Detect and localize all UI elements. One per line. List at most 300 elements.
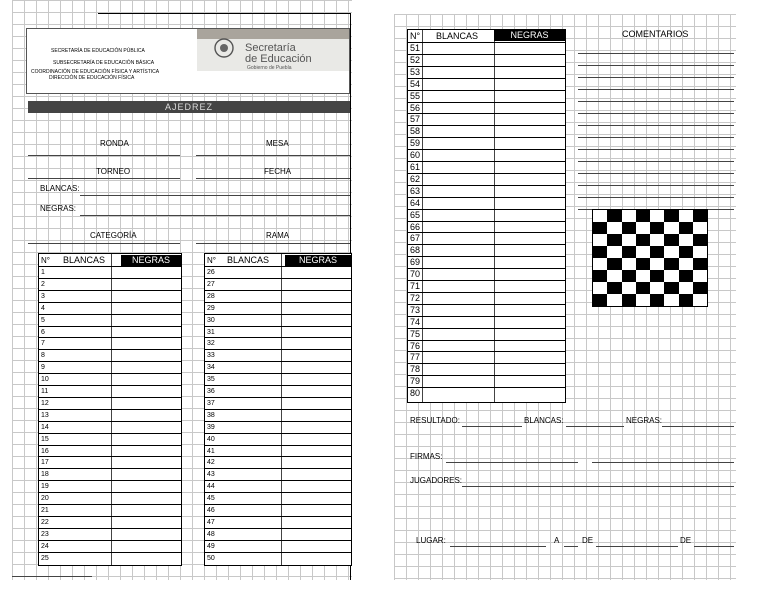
table-row[interactable]: [408, 197, 565, 198]
table-row[interactable]: [408, 387, 565, 388]
comment-line[interactable]: [578, 77, 734, 78]
move-number: 14: [41, 423, 49, 431]
board-square: [664, 294, 678, 306]
move-number: 31: [207, 328, 215, 336]
move-number: 62: [410, 173, 421, 184]
jugadores-label: JUGADORES:: [410, 476, 463, 485]
board-square: [650, 270, 664, 282]
blancas-field[interactable]: [80, 195, 350, 196]
anio-field[interactable]: [694, 546, 734, 547]
firmas-label: FIRMAS:: [410, 452, 443, 461]
table-row[interactable]: [39, 314, 181, 315]
board-square: [679, 246, 693, 258]
board-square: [693, 270, 707, 282]
board-square: [693, 246, 707, 258]
table-row[interactable]: [408, 280, 565, 281]
comment-line[interactable]: [578, 137, 734, 138]
move-number: 70: [410, 269, 421, 280]
move-number: 71: [410, 281, 421, 291]
negras-label: NEGRAS:: [40, 204, 77, 213]
table-row[interactable]: [408, 42, 565, 43]
table-row[interactable]: [39, 528, 181, 529]
board-square: [650, 258, 664, 270]
table-row[interactable]: [39, 480, 181, 481]
blancas-header: BLANCAS: [436, 31, 479, 41]
num-header: N°: [410, 31, 421, 41]
board-square: [650, 294, 664, 306]
move-number: 23: [41, 530, 49, 538]
move-number: 43: [207, 471, 215, 479]
table-row[interactable]: [39, 445, 181, 446]
table-row[interactable]: [39, 421, 181, 422]
board-square: [622, 210, 636, 222]
board-square: [650, 234, 664, 246]
table-row[interactable]: [408, 256, 565, 257]
moves-table-51-80: [407, 29, 566, 403]
seal-icon: [211, 37, 237, 59]
header-line-2: SUBSECRETARÍA DE EDUCACIÓN BÁSICA: [53, 60, 155, 66]
table-row[interactable]: [205, 468, 351, 469]
table-row[interactable]: [39, 326, 181, 327]
move-number: 76: [410, 340, 421, 351]
categoria-field[interactable]: [28, 243, 180, 244]
board-square: [636, 234, 650, 246]
resultado-label: RESULTADO:: [410, 416, 460, 425]
title-text: AJEDREZ: [164, 102, 213, 112]
a-label: A: [554, 536, 560, 545]
move-number: 52: [410, 54, 421, 65]
firma-negras-field[interactable]: [592, 462, 734, 463]
board-square: [593, 294, 607, 306]
table-row[interactable]: [408, 209, 565, 210]
move-number: 69: [410, 257, 421, 268]
move-number: 39: [207, 423, 215, 431]
header-line-1: SECRETARÍA DE EDUCACIÓN PÚBLICA: [51, 48, 145, 54]
table-row[interactable]: [205, 385, 351, 386]
table-row[interactable]: [408, 185, 565, 186]
move-number: 24: [41, 542, 49, 550]
move-number: 40: [207, 435, 215, 443]
table-row[interactable]: [39, 433, 181, 434]
board-square: [593, 258, 607, 270]
move-number: 56: [410, 102, 421, 113]
comment-line[interactable]: [578, 185, 734, 186]
mes-field[interactable]: [596, 546, 678, 547]
move-number: 67: [410, 233, 421, 244]
move-number: 7: [41, 340, 45, 348]
board-square: [693, 294, 707, 306]
board-square: [622, 270, 636, 282]
board-square: [679, 258, 693, 270]
table-row[interactable]: [408, 232, 565, 233]
move-number: 22: [41, 518, 49, 526]
board-square: [622, 222, 636, 234]
move-number: 44: [207, 483, 215, 491]
table-row[interactable]: [39, 373, 181, 374]
table-row[interactable]: [39, 302, 181, 303]
table-row[interactable]: [408, 113, 565, 114]
move-number: 9: [41, 364, 45, 372]
fecha-label: FECHA: [264, 167, 292, 176]
move-number: 59: [410, 138, 421, 149]
table-row[interactable]: [39, 278, 181, 279]
move-number: 55: [410, 90, 421, 101]
board-square: [622, 246, 636, 258]
comentarios-header: COMENTARIOS: [622, 29, 689, 39]
table-row[interactable]: [205, 445, 351, 446]
negras-header: NEGRAS: [494, 30, 565, 41]
move-number: 13: [41, 411, 49, 419]
table-row[interactable]: [205, 492, 351, 493]
move-number: 35: [207, 376, 215, 384]
table-row[interactable]: [205, 409, 351, 410]
move-number: 66: [410, 221, 421, 232]
move-number: 34: [207, 364, 215, 372]
move-number: 78: [410, 364, 421, 375]
move-number: 53: [410, 66, 421, 77]
table-row[interactable]: [408, 78, 565, 79]
table-row[interactable]: [205, 433, 351, 434]
move-number: 2: [41, 280, 45, 288]
move-number: 61: [410, 162, 421, 172]
table-row[interactable]: [39, 468, 181, 469]
move-number: 72: [410, 292, 421, 303]
move-number: 45: [207, 495, 215, 503]
move-number: 27: [207, 280, 215, 288]
table-row[interactable]: [39, 385, 181, 386]
table-row[interactable]: [39, 349, 181, 350]
table-row[interactable]: [39, 397, 181, 398]
table-row[interactable]: [205, 361, 351, 362]
table-row[interactable]: [205, 314, 351, 315]
board-square: [650, 210, 664, 222]
move-number: 19: [41, 483, 49, 491]
move-number: 50: [207, 554, 215, 562]
table-row[interactable]: [408, 244, 565, 245]
categoria-label: CATEGORÍA: [90, 231, 137, 240]
table-row[interactable]: [408, 149, 565, 150]
board-square: [593, 222, 607, 234]
move-number: 21: [41, 507, 49, 514]
table-row[interactable]: [408, 292, 565, 293]
move-number: 79: [410, 376, 421, 387]
board-square: [664, 210, 678, 222]
move-number: 74: [410, 316, 421, 327]
board-square: [664, 246, 678, 258]
board-square: [593, 246, 607, 258]
table-row[interactable]: [408, 328, 565, 329]
table-row[interactable]: [39, 504, 181, 505]
board-square: [650, 246, 664, 258]
board-square: [693, 258, 707, 270]
table-row[interactable]: [408, 316, 565, 317]
move-number: 36: [207, 388, 215, 395]
comment-line[interactable]: [578, 101, 734, 102]
move-number: 16: [41, 447, 49, 455]
num-header: N°: [41, 256, 50, 265]
move-number: 57: [410, 114, 421, 125]
table-row[interactable]: [408, 340, 565, 341]
table-row[interactable]: [205, 540, 351, 541]
table-row[interactable]: [408, 173, 565, 174]
board-square: [607, 246, 621, 258]
board-square: [593, 234, 607, 246]
board-square: [664, 234, 678, 246]
move-number: 25: [41, 554, 49, 562]
board-square: [636, 282, 650, 294]
num-header: N°: [207, 256, 216, 265]
table-row[interactable]: [408, 125, 565, 126]
move-number: 64: [410, 197, 421, 208]
table-row[interactable]: [39, 492, 181, 493]
move-number: 65: [410, 209, 421, 220]
table-row[interactable]: [205, 456, 351, 457]
board-square: [693, 282, 707, 294]
negras-header: NEGRAS: [285, 255, 351, 266]
move-number: 6: [41, 328, 45, 336]
table-row[interactable]: [205, 373, 351, 374]
blancas-header: BLANCAS: [227, 255, 270, 265]
num-divider: [422, 30, 423, 402]
comment-line[interactable]: [578, 89, 734, 90]
rama-field[interactable]: [196, 243, 350, 244]
table-row[interactable]: [205, 278, 351, 279]
table-row[interactable]: [408, 137, 565, 138]
board-square: [664, 270, 678, 282]
board-square: [636, 258, 650, 270]
comment-line[interactable]: [578, 161, 734, 162]
board-square: [607, 234, 621, 246]
board-square: [664, 258, 678, 270]
blancas-label: BLANCAS:: [40, 184, 80, 193]
board-square: [607, 210, 621, 222]
blancas-header: BLANCAS: [63, 255, 106, 265]
move-number: 5: [41, 316, 45, 324]
jugadores-field[interactable]: [462, 486, 734, 487]
move-number: 47: [207, 518, 215, 526]
logo-subtitle: Gobierno de Puebla: [247, 65, 292, 71]
negras-header: NEGRAS: [121, 255, 181, 266]
board-square: [622, 282, 636, 294]
table-row[interactable]: [408, 221, 565, 222]
board-square: [622, 234, 636, 246]
board-square: [593, 210, 607, 222]
table-row[interactable]: [205, 397, 351, 398]
chessboard: [592, 209, 708, 307]
move-number: 4: [41, 304, 45, 312]
de-label-1: DE: [582, 536, 594, 545]
table-row[interactable]: [408, 102, 565, 103]
comment-line[interactable]: [578, 53, 734, 54]
lugar-field[interactable]: [450, 546, 546, 547]
move-number: 42: [207, 459, 215, 467]
board-square: [679, 210, 693, 222]
board-square: [607, 294, 621, 306]
move-number: 75: [410, 328, 421, 339]
result-negras-field[interactable]: [662, 426, 734, 427]
header-line-4: DIRECCIÓN DE EDUCACIÓN FÍSICA: [49, 75, 135, 81]
board-square: [664, 282, 678, 294]
table-row[interactable]: [408, 268, 565, 269]
comment-line[interactable]: [578, 173, 734, 174]
move-number: 32: [207, 340, 215, 348]
resultado-field[interactable]: [462, 426, 522, 427]
move-number: 26: [207, 269, 215, 276]
move-number: 30: [207, 316, 215, 324]
mesa-field[interactable]: [196, 155, 350, 156]
board-square: [664, 222, 678, 234]
bottom-rule: [12, 576, 92, 577]
table-row[interactable]: [205, 266, 351, 267]
board-square: [679, 294, 693, 306]
move-number: 3: [41, 292, 45, 300]
table-row[interactable]: [408, 363, 565, 364]
moves-table-26-50: [204, 253, 352, 566]
move-number: 17: [41, 459, 49, 467]
move-number: 46: [207, 507, 215, 514]
board-square: [650, 282, 664, 294]
table-row[interactable]: [205, 302, 351, 303]
move-number: 73: [410, 304, 421, 315]
result-blancas-field[interactable]: [566, 426, 624, 427]
table-row[interactable]: [39, 552, 181, 553]
table-row[interactable]: [205, 480, 351, 481]
comment-line[interactable]: [578, 197, 734, 198]
title-bar: [28, 101, 350, 113]
move-number: 28: [207, 292, 215, 300]
table-row[interactable]: [408, 375, 565, 376]
result-blancas-label: BLANCAS:: [524, 416, 564, 425]
mesa-label: MESA: [266, 139, 289, 148]
board-square: [679, 270, 693, 282]
move-number: 20: [41, 495, 49, 503]
ronda-field[interactable]: [28, 155, 180, 156]
table-row[interactable]: [39, 337, 181, 338]
move-number: 11: [41, 388, 49, 395]
firma-blancas-field[interactable]: [446, 462, 578, 463]
dia-field[interactable]: [564, 546, 578, 547]
col-divider: [494, 30, 495, 402]
table-row[interactable]: [408, 66, 565, 67]
move-number: 8: [41, 352, 45, 360]
table-row[interactable]: [408, 304, 565, 305]
board-square: [622, 294, 636, 306]
board-square: [636, 270, 650, 282]
de-label-2: DE: [680, 536, 692, 545]
torneo-field[interactable]: [28, 178, 180, 179]
table-row[interactable]: [39, 540, 181, 541]
table-row[interactable]: [205, 504, 351, 505]
move-number: 58: [410, 126, 421, 137]
header-line-3: COORDINACIÓN DE EDUCACIÓN FÍSICA Y ARTÍSTICA: [31, 69, 160, 75]
board-square: [693, 234, 707, 246]
logo-title-2: de Educación: [245, 53, 312, 65]
logo-title-1: Secretaría: [245, 42, 296, 54]
board-square: [593, 282, 607, 294]
board-square: [636, 246, 650, 258]
board-square: [636, 222, 650, 234]
top-rule: [98, 13, 350, 14]
table-row[interactable]: [205, 421, 351, 422]
move-number: 80: [410, 388, 421, 399]
board-square: [636, 210, 650, 222]
negras-field[interactable]: [80, 215, 350, 216]
move-number: 51: [410, 43, 421, 53]
moves-table-1-25: [38, 253, 182, 566]
table-row[interactable]: [39, 361, 181, 362]
logo-panel: [197, 29, 349, 71]
board-square: [607, 270, 621, 282]
board-square: [650, 222, 664, 234]
move-number: 1: [41, 269, 45, 276]
comment-line[interactable]: [578, 113, 734, 114]
move-number: 54: [410, 78, 421, 89]
board-square: [622, 258, 636, 270]
board-square: [607, 282, 621, 294]
move-number: 41: [207, 447, 215, 455]
move-number: 33: [207, 352, 215, 360]
table-row[interactable]: [39, 266, 181, 267]
table-row[interactable]: [39, 516, 181, 517]
board-square: [607, 222, 621, 234]
torneo-label: TORNEO: [96, 167, 131, 176]
fecha-field[interactable]: [196, 178, 350, 179]
rama-label: RAMA: [266, 231, 290, 240]
table-row[interactable]: [205, 337, 351, 338]
ronda-label: RONDA: [100, 139, 129, 148]
board-square: [679, 234, 693, 246]
move-number: 68: [410, 245, 421, 256]
table-row[interactable]: [205, 516, 351, 517]
table-row[interactable]: [205, 349, 351, 350]
comment-line[interactable]: [578, 149, 734, 150]
table-row[interactable]: [408, 351, 565, 352]
table-row[interactable]: [408, 161, 565, 162]
move-number: 15: [41, 435, 49, 443]
lugar-label: LUGAR:: [416, 536, 446, 545]
move-number: 18: [41, 471, 49, 479]
table-row[interactable]: [408, 90, 565, 91]
move-number: 77: [410, 352, 421, 363]
table-row[interactable]: [205, 290, 351, 291]
board-square: [593, 270, 607, 282]
move-number: 63: [410, 185, 421, 196]
table-row[interactable]: [408, 54, 565, 55]
board-square: [679, 282, 693, 294]
table-row[interactable]: [205, 326, 351, 327]
table-row[interactable]: [39, 290, 181, 291]
table-row[interactable]: [39, 409, 181, 410]
result-negras-label: NEGRAS:: [626, 416, 663, 425]
comment-line[interactable]: [578, 125, 734, 126]
board-square: [607, 258, 621, 270]
move-number: 60: [410, 150, 421, 161]
move-number: 10: [41, 376, 49, 384]
move-number: 37: [207, 399, 215, 407]
move-number: 29: [207, 304, 215, 312]
table-row[interactable]: [205, 528, 351, 529]
header-box: [26, 28, 350, 94]
comment-line[interactable]: [578, 65, 734, 66]
table-row[interactable]: [39, 456, 181, 457]
table-row[interactable]: [205, 552, 351, 553]
move-number: 48: [207, 530, 215, 538]
board-square: [693, 222, 707, 234]
move-number: 38: [207, 411, 215, 419]
move-number: 12: [41, 399, 49, 407]
board-square: [636, 294, 650, 306]
board-square: [693, 210, 707, 222]
